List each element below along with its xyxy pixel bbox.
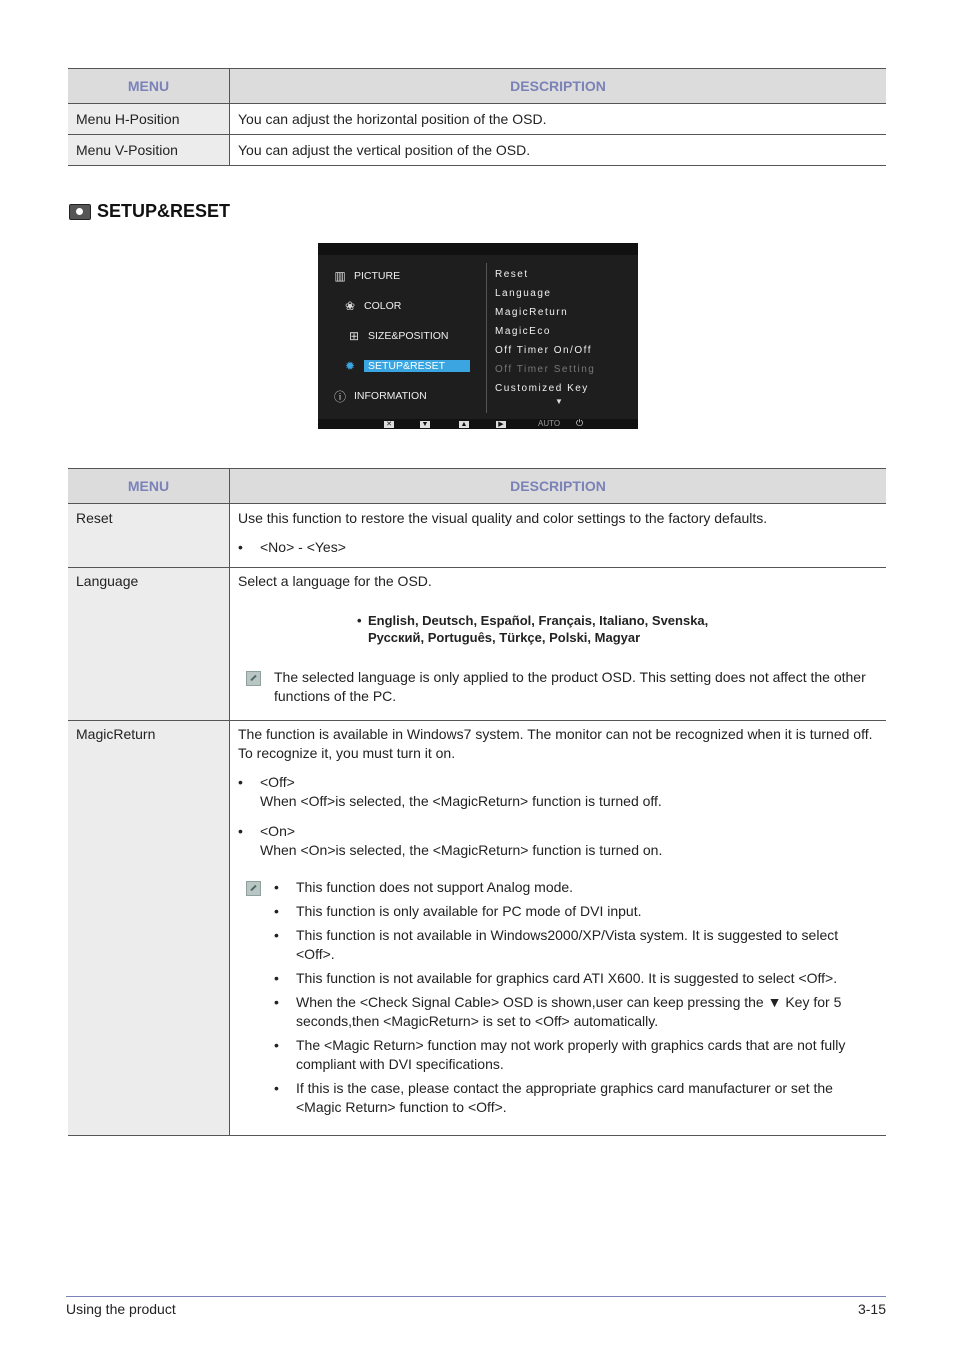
- menu-button-icon: ✕: [384, 421, 394, 428]
- option-description: When <On>is selected, the <MagicReturn> function is turned on.: [260, 842, 663, 858]
- table-row-reset: [68, 504, 886, 568]
- osd-sub-item: Language: [495, 288, 552, 299]
- description-cell: [230, 504, 887, 568]
- osd-top-bar: [318, 243, 638, 255]
- page-number: 3-15: [857, 1301, 886, 1317]
- reset-options: • <No> - <Yes>: [238, 538, 876, 557]
- osd-main-menu: [326, 255, 486, 419]
- page-footer: [66, 1296, 886, 1317]
- osd-item-information: ⓘ INFORMATION: [333, 389, 427, 404]
- setup-reset-icon: [69, 204, 91, 220]
- osd-screenshot: [318, 243, 638, 429]
- osd-sub-item: Customized Key: [495, 383, 589, 394]
- note-item: • The <Magic Return> function may not work properly with graphics cards that are not fully compliant with DVI specifications.: [274, 1036, 876, 1074]
- language-note: [238, 668, 876, 706]
- table-row-magicreturn: [68, 721, 886, 1136]
- gear-icon: ✹: [344, 359, 356, 373]
- color-palette-icon: ❀: [344, 299, 356, 313]
- power-icon: ⏻: [576, 418, 584, 428]
- description-cell: You can adjust the horizontal position of the OSD.: [230, 104, 887, 135]
- scroll-down-icon: ▼: [555, 397, 563, 406]
- up-button-icon: ▲: [460, 421, 468, 428]
- language-list-line: Русский, Português, Türkçe, Polski, Magyar: [368, 630, 641, 645]
- section-heading: [69, 201, 230, 222]
- note-item: • This function is not available in Windows2000/XP/Vista system. It is suggested to select <Off>.: [274, 926, 876, 964]
- header-description: DESCRIPTION: [230, 69, 887, 104]
- osd-sub-item: MagicEco: [495, 326, 551, 337]
- table-row-language: [68, 568, 886, 721]
- menu-cell: Language: [68, 568, 230, 721]
- menu-cell: MagicReturn: [68, 721, 230, 1136]
- note-icon: [246, 671, 261, 686]
- picture-icon: ▥: [334, 269, 346, 283]
- option-label: • <Off>: [260, 774, 295, 790]
- note-item: • If this is the case, please contact the appropriate graphics card manufacturer or set the <Magic Return> function to <Off>.: [274, 1079, 876, 1117]
- note-item: • This function is only available for PC mode of DVI input.: [274, 902, 876, 921]
- osd-sub-item: Reset: [495, 269, 529, 280]
- osd-submenu: [486, 263, 637, 413]
- menu-position-table: [68, 68, 886, 166]
- option-description: When <Off>is selected, the <MagicReturn> function is turned off.: [260, 793, 662, 809]
- menu-cell: Menu V-Position: [68, 135, 230, 166]
- option-on: [238, 822, 876, 860]
- setup-reset-table: [68, 468, 886, 1136]
- osd-item-size-position: ⊞ SIZE&POSITION: [346, 329, 449, 343]
- header-menu: MENU: [68, 469, 230, 504]
- menu-cell: Reset: [68, 504, 230, 568]
- osd-item-color: ❀ COLOR: [342, 299, 401, 313]
- header-menu: MENU: [68, 69, 230, 104]
- size-position-icon: ⊞: [348, 329, 360, 343]
- magicreturn-notes: [238, 878, 876, 1117]
- note-icon: [246, 881, 261, 896]
- menu-cell: Menu H-Position: [68, 104, 230, 135]
- header-description: DESCRIPTION: [230, 469, 887, 504]
- language-list-line: • English, Deutsch, Español, Français, Italiano, Svenska,: [357, 612, 876, 629]
- enter-button-icon: ▶: [496, 421, 506, 428]
- description-cell: [230, 568, 887, 721]
- auto-button-label: AUTO: [538, 419, 561, 428]
- osd-item-setup-reset: ✹ SETUP&RESET: [342, 359, 470, 373]
- language-list: [238, 612, 876, 646]
- note-item: • When the <Check Signal Cable> OSD is shown,user can keep pressing the ▼ Key for 5 seconds,then <MagicReturn> is set to <Off> automatically.: [274, 993, 876, 1031]
- osd-sub-item: MagicReturn: [495, 307, 569, 318]
- description-cell: You can adjust the vertical position of the OSD.: [230, 135, 887, 166]
- language-description: Select a language for the OSD.: [238, 573, 432, 589]
- magicreturn-description: The function is available in Windows7 system. The monitor can not be recognized when it is turned off. To recognize it, you must turn it on.: [238, 726, 873, 761]
- reset-description: Use this function to restore the visual quality and color settings to the factory defaults.: [238, 510, 768, 526]
- osd-sub-item: Off Timer On/Off: [495, 345, 592, 356]
- table-row: [68, 135, 886, 166]
- footer-section: Using the product: [66, 1301, 176, 1317]
- description-cell: [230, 721, 887, 1136]
- down-button-icon: ▼: [421, 421, 429, 428]
- osd-item-picture: ▥ PICTURE: [332, 269, 400, 283]
- note-item: • This function does not support Analog mode.: [274, 878, 876, 897]
- info-icon: ⓘ: [333, 389, 346, 404]
- note-item: • This function is not available for graphics card ATI X600. It is suggested to select <Off>.: [274, 969, 876, 988]
- table-row: [68, 104, 886, 135]
- note-text: The selected language is only applied to the product OSD. This setting does not affect the other functions of the PC.: [274, 669, 866, 704]
- osd-button-bar: [318, 419, 638, 429]
- option-label: • <On>: [260, 823, 296, 839]
- option-off: [238, 773, 876, 811]
- section-title: SETUP&RESET: [97, 201, 231, 221]
- osd-sub-item-disabled: Off Timer Setting: [495, 364, 596, 375]
